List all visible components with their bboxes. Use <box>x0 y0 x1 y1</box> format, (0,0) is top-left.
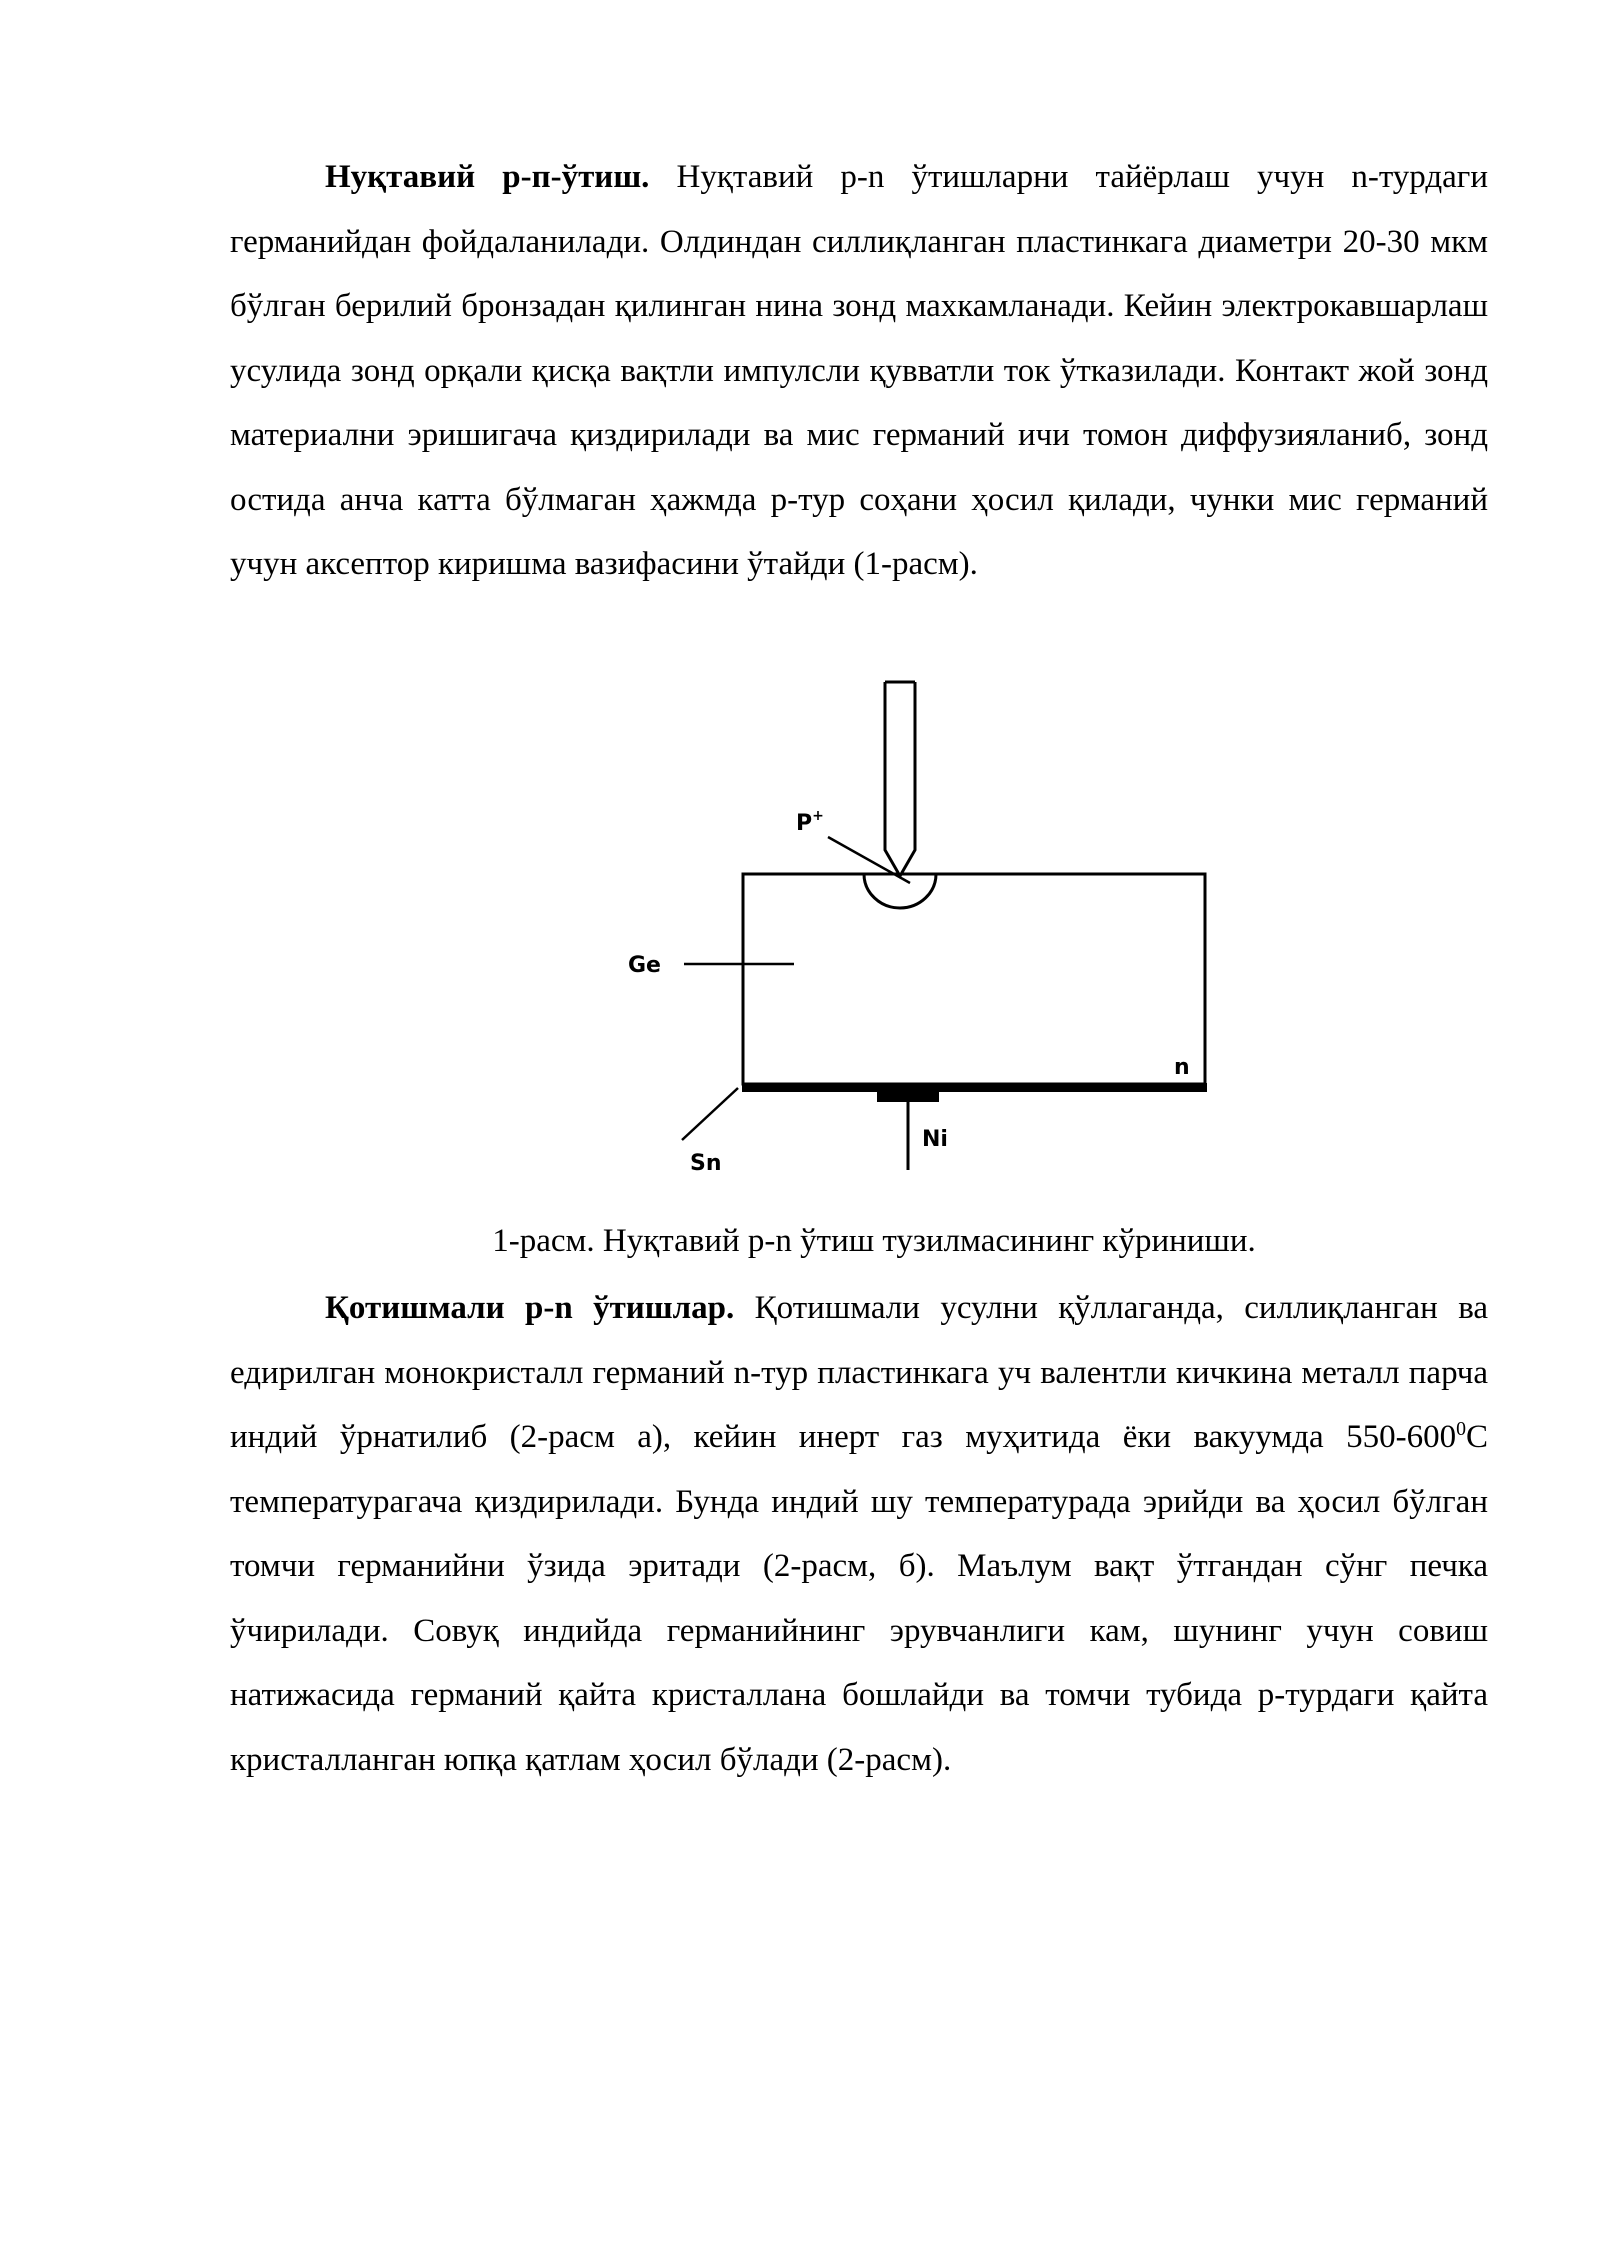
heading-alloy-junction: Қотишмали p-n ўтишлар. <box>325 1290 735 1326</box>
nickel-contact-pad <box>877 1088 939 1102</box>
paragraph-alloy-junction-text-a: Қотишмали усулни қўллаганда, силлиқланган ва едирилган монокристалл германий n-тур пластинкага уч валентли кичкина металл парча индий ўрнатилиб (2-расм а), кейин инерт газ муҳитида ёки вакуумда 550-600 <box>230 1290 1488 1455</box>
tin-contact-strip <box>742 1083 1207 1092</box>
paragraph-point-junction-text: Нуқтавий p-n ўтишларни тайёрлаш учун n-турдаги германийдан фойдаланилади. Олдиндан силлиқланган пластинкага диаметри 20-30 мкм бўлган берилий бронзадан қилинган нина зонд махкамланади. Кейин электрокавшарлаш усулида зонд орқали қисқа вақтли импулсли қувватли ток ўтказилади. Контакт жой зонд материални эришигача қиздирилади ва мис германий ичи томон диффузияланиб, зонд остида анча катта бўлмаган ҳажмда p-тур соҳани ҳосил қилади, чунки мис германий учун аксептор киришма вазифасини ўтайди (1-расм). <box>230 159 1489 582</box>
sn-leader-line <box>682 1088 738 1140</box>
label-ni: Ni <box>922 1127 948 1152</box>
p-plus-region <box>864 874 936 908</box>
figure-caption <box>230 1216 1488 1266</box>
temperature-superscript: 0 <box>1456 1418 1466 1440</box>
heading-point-junction: Нуқтавий p-п-ўтиш. <box>325 159 650 195</box>
paragraph-point-junction <box>230 145 1488 597</box>
paragraph-alloy-junction-text-b: C температурагача қиздирилади. Бунда индий шу температурада эрийди ва ҳосил бўлган томчи германийни ўзида эритади (2-расм, б). Маълум вақт ўтгандан сўнг печка ўчирилади. Совуқ индийда германийнинг эрувчанлиги кам, шунинг учун совиш натижасида германий қайта кристаллана бошлайди ва томчи тубида p-турдаги қайта кристалланган юпқа қатлам ҳосил бўлади (2-расм). <box>230 1419 1488 1778</box>
label-sn: Sn <box>690 1151 722 1176</box>
germanium-block <box>743 874 1205 1084</box>
paragraph-alloy-junction <box>230 1276 1488 1792</box>
probe-needle <box>885 682 915 876</box>
figure-point-junction-diagram <box>600 680 1240 1200</box>
label-n: n <box>1174 1055 1190 1080</box>
label-ge: Ge <box>628 953 661 978</box>
figure-caption-text: 1-расм. Нуқтавий p-n ўтиш тузилмасининг кўриниши. <box>492 1223 1256 1259</box>
label-p-plus: P+ <box>796 808 824 836</box>
